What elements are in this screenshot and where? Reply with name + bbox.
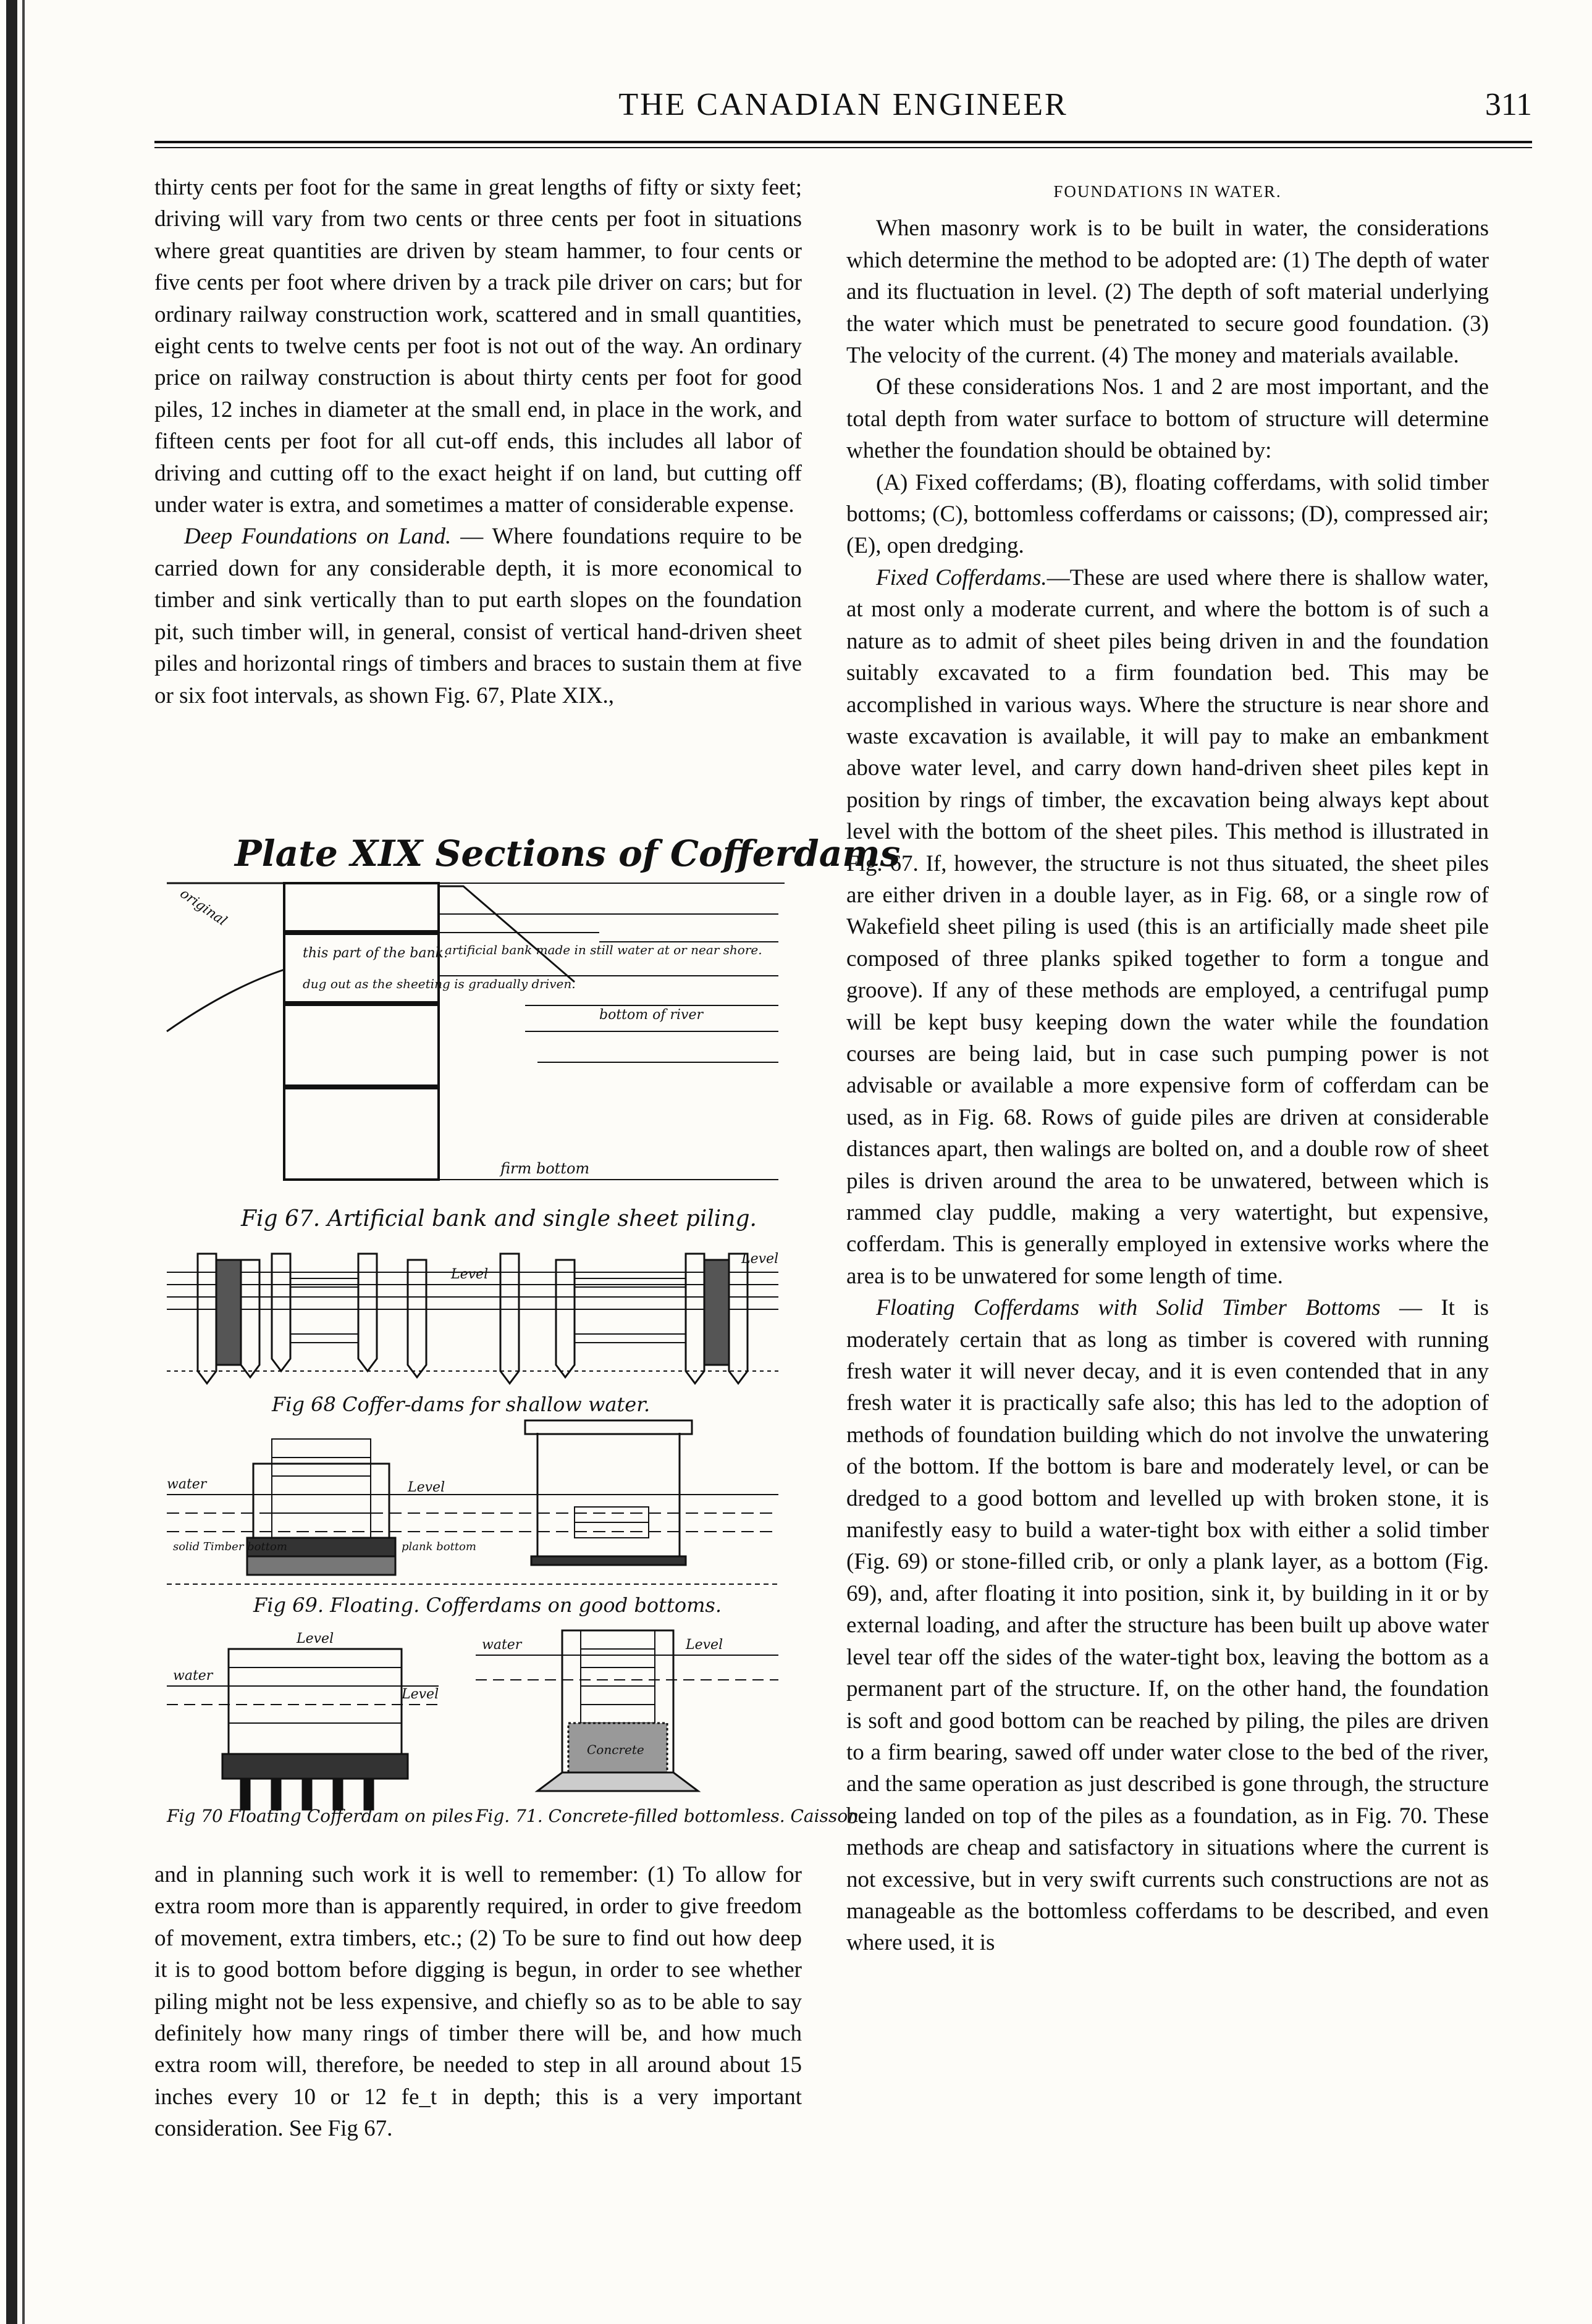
paragraph-text: — Where foundations require to be carried down for any considerable depth, it is more economical to timber and sink vertically than to put earth slopes on the foundation pit, such timber will, in general, consist of vertical hand-driven sheet piles and horizontal rings of timbers and braces to sustain them at five or six foot intervals, as shown Fig. 67, Plate XIX., (154, 524, 802, 708)
fig71-label: Concrete (587, 1742, 644, 1757)
fig70-label: Level (297, 1631, 334, 1647)
fig70-label: Level (402, 1687, 439, 1702)
paragraph: Of these considerations Nos. 1 and 2 are most important, and the total depth from water surface to bottom of structure will determine whether the foundation should be obtained by: (846, 374, 1489, 464)
fig68-label: Level (741, 1251, 779, 1267)
left-column-top (154, 172, 802, 711)
paragraph (154, 521, 802, 711)
paragraph (846, 1292, 1489, 1959)
fig67-label: firm bottom (500, 1160, 590, 1177)
fig67-label: artificial bank made in still water at or near shore. (445, 942, 762, 957)
fig69-caption: Fig 69. Floating. Cofferdams on good bottoms. (253, 1593, 722, 1617)
fig71-label: Level (686, 1637, 723, 1653)
fig69-label: water (167, 1477, 207, 1492)
header-rule-thin (154, 147, 1532, 148)
scan-edge-line (22, 0, 25, 2324)
fig68-caption: Fig 68 Coffer-dams for shallow water. (272, 1393, 651, 1416)
fig67-caption: Fig 67. Artificial bank and single sheet piling. (241, 1206, 757, 1231)
paragraph-text: — It is moderately certain that as long as timber is covered with running fresh water it will never decay, and it is even contended that in any fresh water it is practically safe also; this has led to the adoption of methods of foundation building which do not involve the unwatering of the bottom. If the bottom is bare and moderately level, or can be dredged to a good bottom and levelled up with broken stone, it is manifestly easy to build a water-tight box with either a solid timber (Fig. 69) or stone-filled crib, or only a plank layer, as a bottom (Fig. 69), and, after floating it into position, sink it, by building in it or by external loading, and after the structure has been built up above water level tear off the sides of the water-tight box, leaving the bottom as a permanent part of the structure. If, on the other hand, the foundation is soft and good bottom can be reached by piling, the piles are driven to a firm bearing, sawed off under water close to the bed of the river, and the same operation as just described is gone through, the structure being landed on top of the piles as a foundation, as in Fig. 70. These methods are cheap and satisfactory in situations where the current is not excessive, but in very swift currents such constructions are not as manageable as the bottomless cofferdams to be described, and even where used, it is (846, 1295, 1489, 1956)
fig69-label: plank bottom (402, 1540, 476, 1553)
fig71-label: water (482, 1637, 522, 1653)
paragraph: and in planning such work it is well to remember: (1) To allow for extra room more than is apparently required, in order to give freedom of movement, extra timbers, etc.; (2) To be sure to find out how deep it is to good bottom before digging is begun, in order to see whether piling might not be less expensive, and chiefly so as to be able to say definitely how many rings of timber there will be, and how much extra room will, therefore, be needed to step in all around about 15 inches every 10 or 12 fe_t in depth; this is a very important consideration. See Fig 67. (154, 1862, 802, 2142)
header-rule-thick (154, 141, 1532, 143)
fig68-label: Level (451, 1267, 489, 1282)
fig69-label: Level (408, 1480, 445, 1495)
fig67-label: bottom of river (599, 1007, 704, 1023)
plate-xix-figure (154, 828, 901, 1834)
fig69-label: solid Timber bottom (173, 1540, 287, 1553)
plate-title: Plate XIX Sections of Cofferdams (235, 833, 901, 875)
page-number: 311 (1485, 87, 1532, 122)
page-header (154, 86, 1532, 136)
paragraph-text: —These are used where there is shallow water, at most only a moderate current, and where the bottom is of such a nature as to admit of sheet piles being driven in and the foundation suitably excavated to a firm foundation bed. This may be accomplished in various ways. Where the structure is near shore and waste excavation is available, it will pay to make an embankment above water level, and carry down hand-driven sheet piles kept in position by rings of timber, the excavation being always kept about level with the bottom of the sheet piles. This method is illustrated in Fig. 67. If, however, the structure is not thus situated, the sheet piles are either driven in a double layer, as in Fig. 68, or a single row of Wakefield sheet piling is used (this is an artificially made sheet pile composed of three planks spiked together to form a tongue and groove). If any of these methods are employed, a centrifugal pump will be kept busy keeping down the water while the foundation courses are being laid, but in case such pumping power is not advisable or available a more expensive form of cofferdam can be used, as in Fig. 68. Rows of guide piles are driven at considerable distances apart, then walings are bolted on, and a double row of sheet piles is driven around the area to be unwatered, between which is rammed clay puddle, making a very watertight, but expensive, cofferdam. This is generally employed in extensive works where the area is to be unwatered for some length of time. (846, 564, 1489, 1289)
cofferdam-sections-drawing (154, 828, 901, 1834)
paragraph: thirty cents per foot for the same in great lengths of fifty or sixty feet; driving will vary from two cents or three cents per foot in situations where great quantities are driven by steam hammer, to four cents or five cents per foot where driven by a track pile driver on cars; but for ordinary railway construction work, scattered and in small quantities, eight cents to twelve cents per foot is not out of the way. An ordinary price on railway construction is about thirty cents per foot for good piles, 12 inches in diameter at the small end, in place in the work, and fifteen cents per foot for all cut-off ends, this includes all labor of driving and cutting off to the exact height if on land, but cutting off under water is extra, and sometimes a matter of considerable expense. (154, 175, 802, 518)
left-column-bottom (154, 1859, 802, 2145)
section-heading: FOUNDATIONS IN WATER. (1053, 182, 1282, 201)
running-title: THE CANADIAN ENGINEER (618, 87, 1068, 122)
paragraph (846, 562, 1489, 1292)
paragraph: (A) Fixed cofferdams; (B), floating cofferdams, with solid timber bottoms; (C), bottomless cofferdams or caissons; (D), compressed air; (E), open dredging. (846, 469, 1489, 559)
run-in-heading: Floating Cofferdams with Solid Timber Bottoms (876, 1295, 1381, 1321)
run-in-heading: Fixed Cofferdams. (876, 564, 1047, 590)
fig67-label: this part of the bank. (303, 946, 448, 961)
fig-67-drawing (167, 883, 785, 1180)
paragraph: When masonry work is to be built in water, the considerations which determine the method to be adopted are: (1) The depth of water and its fluctuation in level. (2) The depth of soft material underlying the water which must be penetrated to secure good foundation. (3) The velocity of the current. (4) The money and materials available. (846, 216, 1489, 369)
fig-71-drawing (476, 1630, 778, 1791)
scan-edge (6, 0, 17, 2324)
fig70-caption: Fig 70 Floating Cofferdam on piles (167, 1806, 473, 1826)
fig67-label: original (177, 886, 230, 929)
right-column (846, 176, 1489, 1959)
run-in-heading: Deep Foundations on Land. (184, 524, 452, 550)
fig70-label: water (173, 1668, 213, 1684)
fig67-label: dug out as the sheeting is gradually driven. (303, 976, 576, 991)
fig71-caption: Fig. 71. Concrete-filled bottomless. Caisson. (476, 1806, 865, 1826)
fig-69-drawing (167, 1420, 778, 1584)
